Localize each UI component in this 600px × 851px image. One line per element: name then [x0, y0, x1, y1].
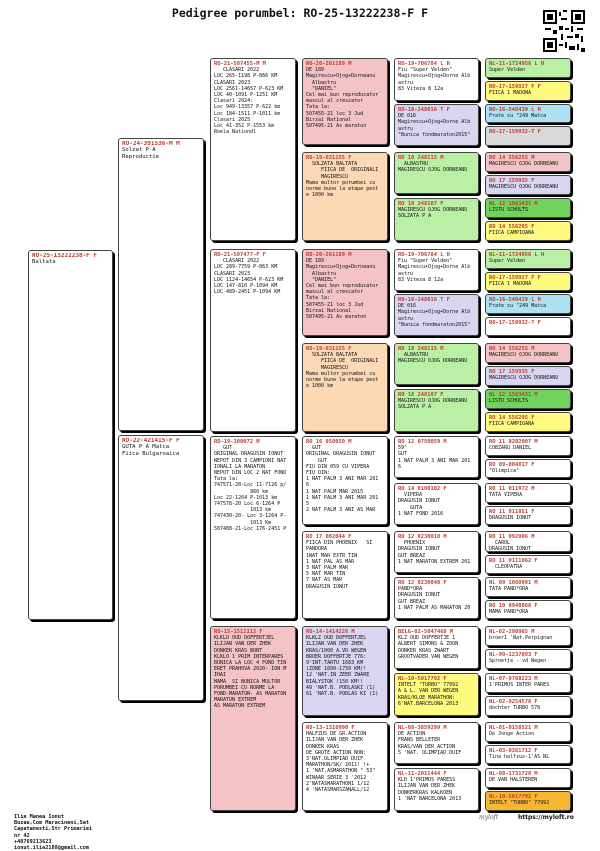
pedigree-card-g4-5[interactable]: [302, 436, 388, 525]
card-notes: KLD 1'PRIMUS PARESS ILIJAN VAN DER ZHEK DONKERKRAS KALKOEN 1 'NAT BARCELONA 2013: [398, 777, 462, 802]
pedigree-card-g6-16[interactable]: [485, 412, 571, 432]
card-notes: GUT ORIGINAL DRAGUSIN IONUT NEPOT DIN 3 CAMPIONI NAT IONALI LA MARATON NEPOT DIN LOC 2 NAT FOND Tata la: 747571-20-Loc 11-7126 p/ 860 km Loc 22-1264 P-1013 km 747578-20 Loc 6-1264 P 1013 km 747430-20- Loc 3-1264 P- 1013 Km 507488-21-Loc 176-2451 P: [214, 445, 287, 532]
card-notes: FIICA CAMPIOANA: [489, 421, 535, 428]
ring-number: RO 17 159935 F: [489, 178, 535, 184]
pedigree-card-g6-13[interactable]: [485, 343, 571, 363]
myloft-logo: myloft: [479, 814, 499, 821]
pedigree-card-g6-22[interactable]: [485, 555, 571, 574]
pedigree-card-g6-1[interactable]: [485, 58, 571, 78]
card-notes: FIICA 1 MADONA: [489, 90, 532, 97]
card-notes: Sproetje - vd Wegen: [489, 658, 547, 665]
pedigree-card-g6-30[interactable]: [485, 745, 571, 764]
pedigree-card-g6-4[interactable]: [485, 126, 571, 146]
pedigree-card-g6-6[interactable]: [485, 175, 571, 195]
card-notes: CAROL DRAGUSIN IONUT: [489, 540, 532, 552]
ring-number: RO-21-507455-M M: [214, 61, 266, 67]
pedigree-card-g6-9[interactable]: [485, 249, 571, 269]
ring-number: NL-02-0254578 F: [489, 699, 538, 705]
ring-number: RO 16 950050 M: [306, 439, 352, 445]
ring-number: RO-22-421415-F F: [122, 438, 180, 444]
pedigree-card-g6-31[interactable]: [485, 768, 571, 788]
card-notes: CLEOPATRA: [489, 564, 523, 571]
pedigree-card-g6-24[interactable]: [485, 600, 571, 619]
ring-number: RO-17-159932-T F: [489, 320, 541, 326]
pedigree-card-g6-12[interactable]: [485, 317, 571, 336]
card-notes: DE 189 Magirescu+Ojog+Dorneanu Albastru "DANIEL" Cel mai bun reproducator mascul al crescator Tata la: 507455-21 loc 3 Jud Birzai National 507495-21 As maraton: [306, 258, 379, 321]
card-notes: De Jonge Action: [489, 731, 535, 738]
ring-number: RO 09-004817 F: [489, 462, 535, 468]
card-notes: MAMA PAND*ORA: [489, 609, 529, 616]
ring-number: NL-01-0158521 M: [489, 725, 538, 731]
card-notes: COBZARU DANIEL: [489, 445, 532, 452]
card-notes: KLKLZ OUD DOFFERTJEL ILIJAN VAN DER ZHEK KRAS/1000 A.VD WEGEN BROER DOFFERTJE 776: 9'INT.TARTU 1683 KM (ZONE 1600-1750 KM)! 12 'NAT.IN ZEER ZWARE BIALYSTOK !150 KM!! 49 'NAT.B. PODLASKI (1) 61 'NAT.B. PODLAS KI (1): [306, 635, 379, 698]
pedigree-card-g6-11[interactable]: [485, 294, 571, 314]
ring-number: RO-13-1310990 F: [306, 725, 355, 731]
ring-number: RO-19-031155 F: [306, 346, 352, 352]
ring-number: NL-99-1237893 F: [489, 652, 538, 658]
ring-number: RO-16-540439 L H: [489, 107, 541, 113]
pedigree-card-g5-15[interactable]: [394, 722, 479, 764]
pedigree-card-g6-10[interactable]: [485, 272, 571, 291]
ring-number: NL-97-9768223 M: [489, 676, 538, 682]
pedigree-card-g6-18[interactable]: [485, 459, 571, 478]
ring-number: RO 11 011051 F: [489, 509, 535, 515]
ring-number: NL-08-3859299 M: [398, 725, 447, 731]
card-notes: INTELT "TURBO" 77992: [489, 800, 550, 807]
pedigree-card-g6-20[interactable]: [485, 506, 571, 525]
card-notes: GUT ORIGINAL DRAGUSIN IONUT GUT FIU DIN 059 CU VIPERA FIU DIN: 1 NAT PALM 3 ANI MAR 201 6 1 NAT PALM MAR 2015 1 NAT PALM 3 ANI MAR 201 5 2 NAT PALM 3 ANI AS MAR: [306, 445, 379, 514]
ring-number: NL-11-1724956 L H: [489, 61, 545, 67]
card-notes: TATA PAND*ORA: [489, 586, 529, 593]
ring-number: RO 17 002044 F: [306, 534, 352, 540]
pedigree-card-sire[interactable]: [118, 138, 204, 431]
card-notes: DE 189 Magirescu+Ojog+Dorneanu Albastru "DANIEL" Cel mai bun reproducator mascul al crescator Tata la: 507455-21 loc 3 Jud Birzai National 507495-21 As maraton: [306, 67, 379, 130]
pedigree-card-g5-2[interactable]: [394, 104, 479, 146]
ring-number: RO 12 0230040 F: [398, 580, 447, 586]
pedigree-card-g6-23[interactable]: [485, 577, 571, 597]
ring-number: RO-19-706784 L H: [398, 61, 450, 67]
card-notes: KLKLO OUD DOFFERTJEL ILIJAN VAN DER ZHEK DONKER KRAS BONT KLKLO 1 PRIM INTERPARES BUNICA LA LOC 4 FOND TIN ERET PRAHOVA 2020- ION M IHAI MAMA SI BUNICA MULTOR PORUMBEI CU NORME LA FOND-MARATON- AS MARATON MARATON EXTREM AS MARATON EXTREM: [214, 635, 287, 710]
pedigree-card-g5-5[interactable]: [394, 249, 479, 291]
pedigree-card-g5-13[interactable]: [394, 626, 479, 669]
ring-number: RO 14 556295 F: [489, 224, 535, 230]
pedigree-card-g6-15[interactable]: [485, 389, 571, 409]
ring-number: NL 12 1563431 M: [489, 392, 538, 398]
ring-number: RO-25-13222238-F F: [32, 253, 98, 259]
card-notes: VIPERA DRAGUSIN IONUT GUTA 1 NAT FOND 2016: [398, 492, 444, 517]
ring-number: RO 11 011072 M: [489, 486, 535, 492]
pedigree-card-g4-8[interactable]: [302, 722, 388, 811]
pedigree-card-subject[interactable]: [28, 250, 113, 620]
card-notes: Fiu "Super Velden" Magirescu+Ojog+Dorne Alb astru 83 Viteza 8 12a: [398, 258, 471, 283]
pedigree-card-g4-7[interactable]: [302, 626, 388, 716]
ring-number: RO-19-031155 F: [306, 155, 352, 161]
card-notes: DE 016 Magirescu+Ojog+Dorne Alb astru "Bunica fondmaraton2015": [398, 303, 471, 328]
card-notes: KLZ OUD DOFFERTJE 1 ALBERT SIMONS & ZOON DONKER KRAS ZWART GROOTVADER VAN WEGEN: [398, 635, 459, 660]
card-notes: Tina halfzus-1'AS NL: [489, 754, 550, 761]
ring-number: RO-17-159932-T F: [489, 129, 541, 135]
ring-number: NL-11-1724956 L H: [489, 252, 545, 258]
pedigree-card-g5-11[interactable]: [394, 531, 479, 573]
ring-number: RO-17-159927 F F: [489, 84, 541, 90]
ring-number: RO-17-159927 F F: [489, 275, 541, 281]
card-notes: "Olimpica": [489, 468, 520, 475]
pedigree-card-g5-1[interactable]: [394, 58, 479, 101]
ring-number: RO-19-706784 L H: [398, 252, 450, 258]
pedigree-card-g6-28[interactable]: [485, 696, 571, 716]
ring-number: RO-14-1414226 M: [306, 629, 355, 635]
pedigree-card-dam-sire[interactable]: [210, 436, 296, 619]
card-notes: GUTA P A Matca Fiica Bulgaroaica: [122, 444, 180, 458]
ring-number: RO-18-248016 T F: [398, 297, 450, 303]
card-notes: Super Velden: [489, 67, 526, 74]
ring-number: RO 12 0750059 M: [398, 439, 447, 445]
ring-number: RO-20-261189 M: [306, 61, 352, 67]
ring-number: RO 18 248107 F: [398, 201, 444, 207]
ring-number: RO 12 0230018 M: [398, 534, 447, 540]
card-notes: MAGIRESCU OJOG DORNEANU: [489, 184, 559, 191]
ring-number: NL-11-2011444 F: [398, 771, 447, 777]
pedigree-card-g6-7[interactable]: [485, 198, 571, 218]
ring-number: NL-82-290965 M: [489, 629, 535, 635]
pedigree-card-g6-5[interactable]: [485, 152, 571, 172]
card-notes: MAGIRESCU OJOG DORNEANU: [489, 375, 559, 382]
card-notes: DRAGUSIN IONUT: [489, 515, 532, 522]
card-notes: CLASARI 2022 LOC 265-1198 P-866 KM CLASARI 2023 LOC 2561-14657 P-623 KM LOC 40-1091 P-1251 KM Clasari 2024: Loc 949-13357 P-622 km Loc 184-1511 P-1011 km Clasari 2025 Loc 41-352 P-1553 km Roela Nationdl: [214, 67, 284, 136]
card-notes: SOLZATA BALTATA FIICA DE ORIGINALI MAGIRESCU Mama multor porumbei cu norme bune la etape pest e 1000 km: [306, 352, 379, 390]
card-notes: PHOENIX DRAGUSIN IONUT GUT BREAZ 1 NAT MARATON EXTREM 201: [398, 540, 471, 565]
pedigree-card-g5-4[interactable]: [394, 198, 479, 241]
pedigree-card-g6-26[interactable]: [485, 649, 571, 669]
pedigree-card-g5-12[interactable]: [394, 577, 479, 619]
ring-number: RO 14 556255 M: [489, 346, 535, 352]
pedigree-card-g4-3[interactable]: [302, 249, 388, 336]
card-notes: LISTU SCHULTS: [489, 398, 529, 405]
ring-number: RO 11 0111062 F: [489, 558, 538, 564]
ring-number: RO-20-261189 M: [306, 252, 352, 258]
pedigree-card-g5-14[interactable]: [394, 673, 479, 716]
ring-number: NL-10-5017792 F: [398, 676, 447, 682]
website-link[interactable]: https://myloft.ro: [518, 814, 574, 821]
card-notes: Baltata: [32, 259, 56, 266]
card-notes: FIICA 1 MADONA: [489, 281, 532, 288]
card-notes: DE VAN HALSTEREN: [489, 777, 538, 784]
ring-number: RO 18 248115 M: [398, 155, 444, 161]
card-notes: SOLZATA BALTATA FIICA DE ORIGINALI MAGIRESCU Mama multor porumbei cu norme bune la etape pest e 1000 km: [306, 161, 379, 199]
card-notes: MAGIRESCU OJOG DORNEANU: [489, 352, 559, 359]
card-notes: CLASARI 2022 LOC 289-7759 P-863 KM CLASARI 2023 LOC 1124-14654 P-623 KM LOC 147-810 P-1094 KM LOC 489-2451 P-1094 KM: [214, 258, 284, 296]
pedigree-card-g6-25[interactable]: [485, 626, 571, 646]
card-notes: 1'PRIMUS INTER PARES: [489, 682, 550, 689]
ring-number: NL-08-1731728 M: [489, 771, 538, 777]
card-notes: 59" GUT 1 NAT PALM 3 ANI MAR 201 6: [398, 445, 471, 470]
card-notes: PAND*ORA DRAGUSIN IONUT GUT BREAZ 1 NAT PALM AS MARATON 20: [398, 586, 471, 611]
page-title: Pedigree porumbel: RO-25-13222238-F F: [171, 6, 429, 20]
pedigree-card-g5-7[interactable]: [394, 343, 479, 385]
pedigree-card-g6-19[interactable]: [485, 483, 571, 503]
pedigree-card-g6-21[interactable]: [485, 531, 571, 552]
pedigree-card-g6-8[interactable]: [485, 221, 571, 241]
card-notes: FIICA DIN PHOENIX SI PANDORA 1NAT MAR EXTR TIN 1 NAT PAL AS MAR 3 NAT PALM MAR 5 NAT MAR TIN 7 NAT AS MAR DRAGUSIN IONUT: [306, 540, 373, 590]
pedigree-card-g6-17[interactable]: [485, 436, 571, 456]
ring-number: RO 14 556255 M: [489, 155, 535, 161]
card-notes: Solzat P A Reproductie: [122, 147, 160, 161]
pedigree-card-g5-8[interactable]: [394, 389, 479, 432]
pedigree-card-dam-dam[interactable]: [210, 626, 296, 811]
pedigree-card-g6-27[interactable]: [485, 673, 571, 693]
card-notes: HALFZUS DE GR.ACTION ILIJAN VAN DER ZHEK DONKER KRAS DE GROTE ACTION NON: 3'NAT.OLIMPIAD DUIF MARATHON/SK/ 2011! !+ 1 'NAT.ASMARATHON " 53" WINAAR SERIE 3 '2012 2'NATASMARATHON1 1/12 4 'NATASMARSZANALL/12: [306, 731, 376, 794]
pedigree-card-g4-2[interactable]: [302, 152, 388, 241]
ring-number: BELG-02-5047468 M: [398, 629, 454, 635]
ring-number: RO 10 0940068 F: [489, 603, 538, 609]
pedigree-card-g6-3[interactable]: [485, 104, 571, 123]
card-notes: Frate cu "249 Matca: [489, 113, 547, 120]
ring-number: NL-03-0361712 F: [489, 748, 538, 754]
card-notes: Frate cu "249 Matca: [489, 303, 547, 310]
pedigree-card-g6-2[interactable]: [485, 81, 571, 101]
pedigree-card-g5-6[interactable]: [394, 294, 479, 336]
pedigree-card-g5-3[interactable]: [394, 152, 479, 194]
card-notes: ALBASTRU MAGIRESCU OJOG DORNEANU: [398, 352, 468, 365]
ring-number: RO 14 0100102 F: [398, 486, 447, 492]
card-notes: MAGIRESCU OJOG DORNEANU SOLZATA P A: [398, 398, 468, 411]
ring-number: RO-19-300072 M: [214, 439, 260, 445]
pedigree-card-dam[interactable]: [118, 435, 204, 701]
pedigree-card-g4-6[interactable]: [302, 531, 388, 619]
pedigree-card-g6-14[interactable]: [485, 366, 571, 386]
owner-contact: Ilie Manea Ionut Buzau,Com Maracineni,Sat Capatanesti,Str Primariei nr 42 +40769213623 ionut.ilie2188@gmail.com: [14, 814, 93, 851]
ring-number: RO-16-540439 L H: [489, 297, 541, 303]
ring-number: RO 17 159935 F: [489, 369, 535, 375]
pedigree-card-g6-29[interactable]: [485, 722, 571, 742]
ring-number: NL 09 1060991 M: [489, 580, 538, 586]
ring-number: NL 12 1563431 M: [489, 201, 538, 207]
qr-code-icon: [543, 10, 585, 52]
card-notes: MAGIRESCU OJOG DORNEANU: [489, 161, 559, 168]
pedigree-card-g4-1[interactable]: [302, 58, 388, 145]
card-notes: dochter TURBO 578: [489, 705, 541, 712]
ring-number: RO-24-391536-M M: [122, 141, 180, 147]
ring-number: RO 18 248115 M: [398, 346, 444, 352]
card-notes: broer1 'Nat.Perpignan: [489, 635, 553, 642]
pedigree-card-sire-sire[interactable]: [210, 58, 296, 241]
pedigree-card-g6-32[interactable]: [485, 791, 571, 811]
card-notes: TATA VIPERA: [489, 492, 523, 499]
ring-number: RO-18-248016 T F: [398, 107, 450, 113]
card-notes: Fiu "Super Velden" Magirescu+Ojog+Dorne Alb astru 83 Viteza 8 12a: [398, 67, 471, 92]
ring-number: RO 14 556295 F: [489, 415, 535, 421]
ring-number: NL-10-5017792 F: [489, 794, 538, 800]
card-notes: INTELT "TURBO" 77992 A & L. VAN DER WEGEN KRAS/KLOE MARATHON: 6'NAT.BARCELONA 2013: [398, 682, 459, 707]
pedigree-card-g5-10[interactable]: [394, 483, 479, 525]
card-notes: LISTU SCHULTS: [489, 207, 529, 214]
pedigree-card-g4-4[interactable]: [302, 343, 388, 432]
card-notes: ALBASTRU MAGIRESCU OJOG DORNEANU: [398, 161, 468, 174]
ring-number: RO 11 092906 M: [489, 534, 535, 540]
pedigree-card-sire-dam[interactable]: [210, 249, 296, 432]
ring-number: RO 11 0202007 M: [489, 439, 538, 445]
ring-number: RO-15-1511112 F: [214, 629, 263, 635]
ring-number: RO 18 248107 F: [398, 392, 444, 398]
card-notes: DE 016 Magirescu+Ojog+Dorne Alb astru "Bunica fondmaraton2015": [398, 113, 471, 138]
pedigree-card-g5-9[interactable]: [394, 436, 479, 478]
card-notes: MAGIRESCU OJOG DORNEANU SOLZATA P A: [398, 207, 468, 220]
pedigree-card-g5-16[interactable]: [394, 768, 479, 811]
card-notes: FIICA CAMPIOANA: [489, 230, 535, 237]
card-notes: DE ACTION FRANS BELLETER KRAS/VAN DER ACTION 5 'NAT. OLIMPIAD DUIF: [398, 731, 462, 756]
ring-number: RO-21-507477-F F: [214, 252, 266, 258]
card-notes: Super Velden: [489, 258, 526, 265]
